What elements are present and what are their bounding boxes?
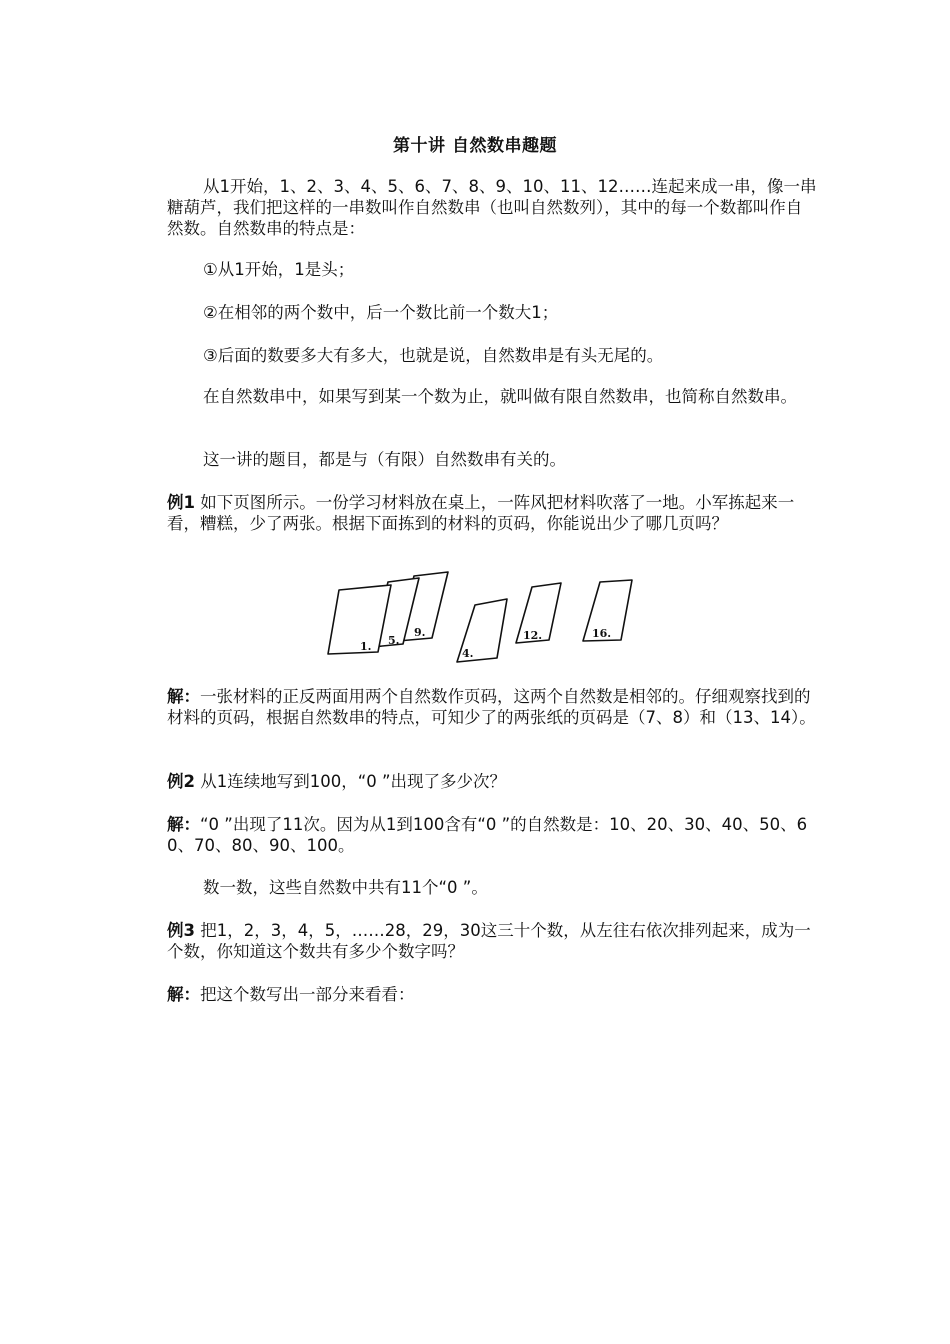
example-2-text: 从1连续地写到100，“0 ”出现了多少次？ — [194, 772, 507, 791]
solution-2-label: 解： — [167, 815, 200, 834]
count-paragraph: 数一数，这些自然数中共有11个“0 ”。 — [203, 878, 488, 897]
example-3 — [167, 920, 817, 962]
example-3-text: 把1，2，3，4，5，……28，29，30这三十个数，从左往右依次排列起来，成为一个数，你知道这个数共有多少个数字吗？ — [167, 921, 811, 961]
scattered-pages-figure — [320, 568, 650, 670]
lecture-scope-paragraph: 这一讲的题目，都是与（有限）自然数串有关的。 — [203, 450, 566, 469]
feature-item-1: ①从1开始，1是头； — [203, 260, 355, 279]
page-label-1: 1. — [360, 640, 372, 653]
solution-1 — [167, 686, 817, 728]
page-label-5: 5. — [388, 634, 400, 647]
solution-3-label: 解： — [167, 985, 200, 1004]
example-1-text: 如下页图所示。一份学习材料放在桌上，一阵风把材料吹落了一地。小军拣起来一看，糟糕，少了两张。根据下面拣到的材料的页码，你能说出少了哪几页吗？ — [167, 493, 795, 533]
example-2 — [167, 771, 817, 792]
solution-3 — [167, 984, 817, 1005]
lecture-title: 第十讲 自然数串趣题 — [393, 136, 557, 156]
solution-1-text: 一张材料的正反两面用两个自然数作页码，这两个自然数是相邻的。仔细观察找到的材料的页码，根据自然数串的特点，可知少了的两张纸的页码是（7、8）和（13、14）。 — [167, 687, 816, 727]
example-1 — [167, 492, 817, 534]
example-1-label: 例1 — [167, 493, 195, 512]
page-label-4: 4. — [462, 647, 474, 660]
example-3-label: 例3 — [167, 921, 195, 940]
solution-2-text: “0 ”出现了11次。因为从1到100含有“0 ”的自然数是：10、20、30、40、50、60、70、80、90、100。 — [167, 815, 808, 855]
example-2-label: 例2 — [167, 772, 195, 791]
intro-paragraph: 从1开始，1、2、3、4、5、6、7、8、9、10、11、12……连起来成一串，像一串糖葫芦，我们把这样的一串数叫作自然数串（也叫自然数列），其中的每一个数都叫作自然数。自然数串的特点是： — [167, 177, 817, 238]
page-label-9: 9. — [414, 626, 426, 639]
solution-2 — [167, 814, 817, 856]
feature-item-2: ②在相邻的两个数中，后一个数比前一个数大1； — [203, 303, 559, 322]
page-label-12: 12. — [523, 629, 543, 642]
solution-3-text: 把这个数写出一部分来看看： — [200, 985, 415, 1004]
scattered-pages-drawing — [320, 568, 650, 670]
finite-series-paragraph: 在自然数串中，如果写到某一个数为止，就叫做有限自然数串，也简称自然数串。 — [203, 387, 797, 406]
page-label-16: 16. — [592, 627, 612, 640]
feature-item-3: ③后面的数要多大有多大，也就是说，自然数串是有头无尾的。 — [203, 346, 664, 365]
solution-1-label: 解： — [167, 687, 200, 706]
